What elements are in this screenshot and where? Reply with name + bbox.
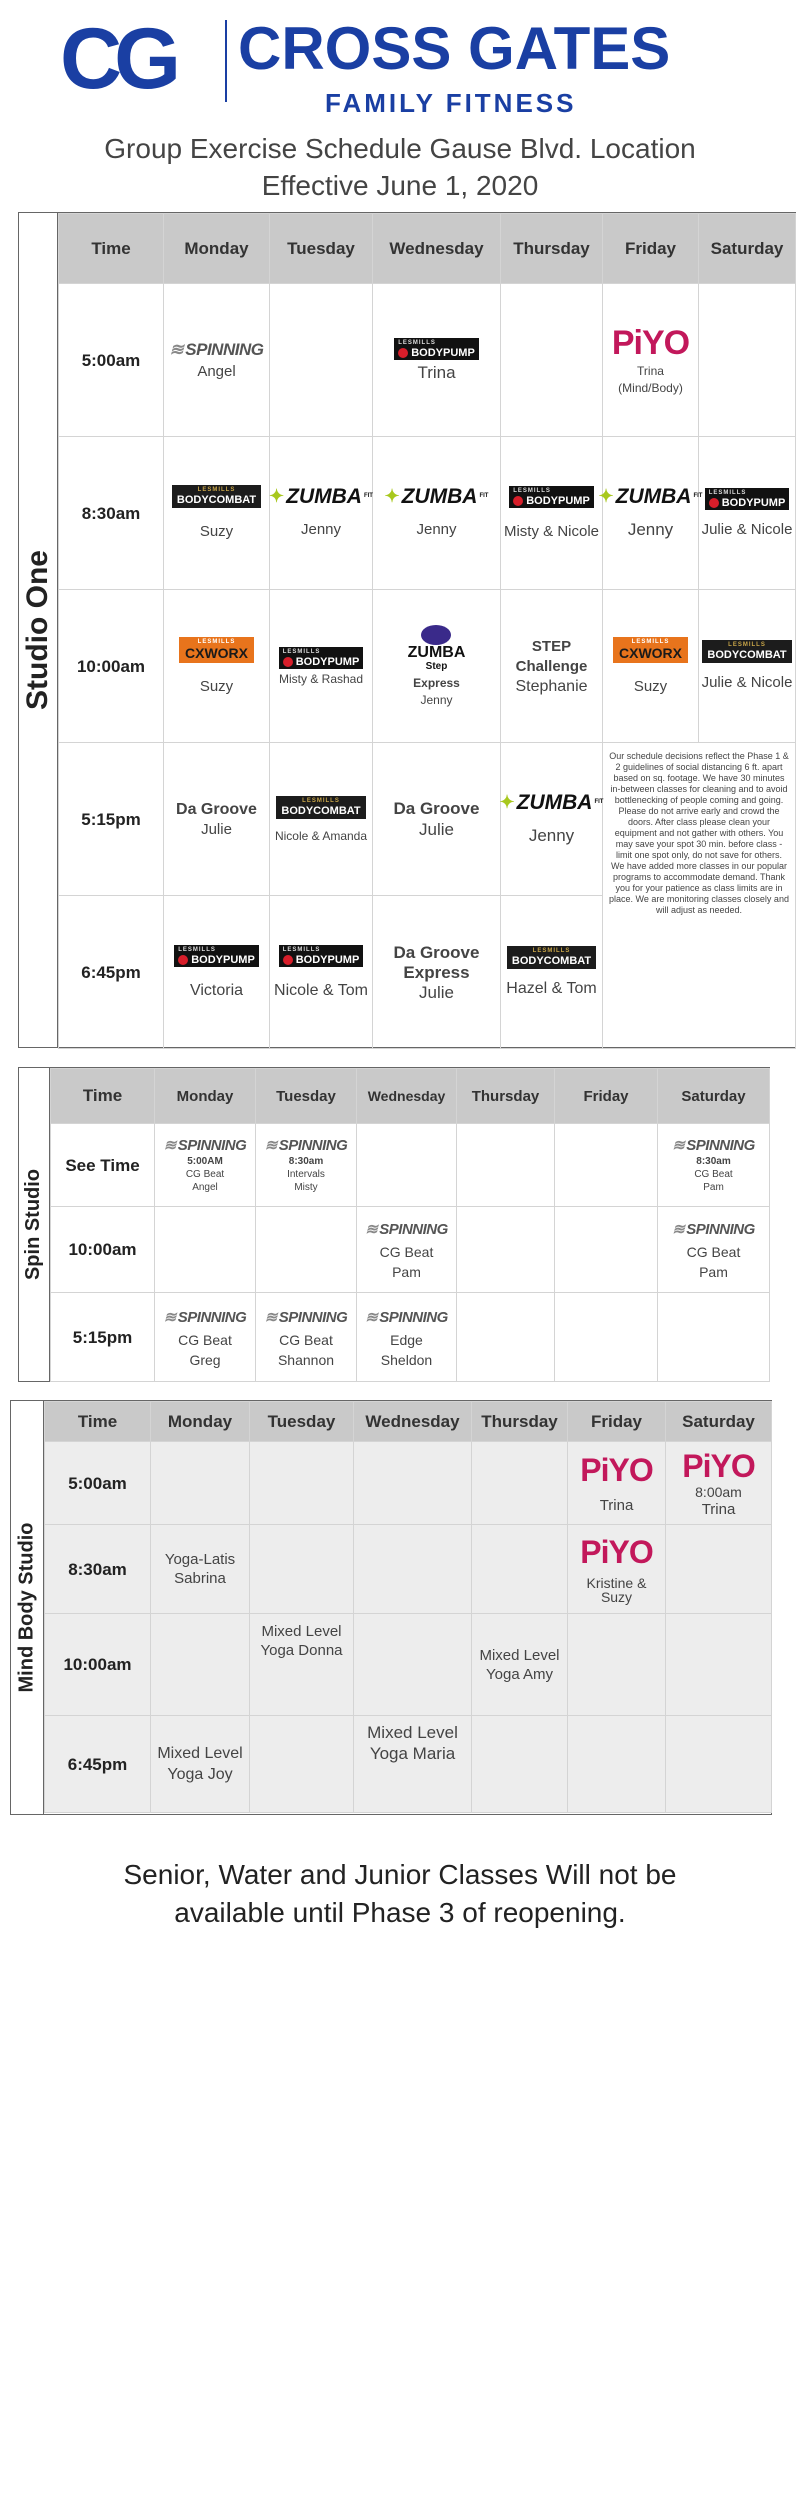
- effective-date: Effective June 1, 2020: [261, 170, 539, 201]
- class-cell: [164, 743, 270, 896]
- class-cell: [354, 1716, 472, 1813]
- table-row: [45, 1525, 772, 1614]
- class-cell: [658, 1207, 770, 1293]
- spinning-logo: ≋ SPINNING: [672, 1137, 755, 1154]
- class-cell: [270, 437, 373, 590]
- schedule-title: Group Exercise Schedule Gause Blvd. Location: [104, 133, 696, 164]
- class-time: 8:30am: [696, 1156, 731, 1167]
- header-thursday: Thursday: [501, 214, 603, 284]
- header-time: Time: [59, 214, 164, 284]
- bodycombat-logo: LESMILLS BODYCOMBAT: [507, 946, 596, 969]
- class-name: Express: [413, 676, 460, 690]
- instructor: Julie: [201, 820, 232, 838]
- instructor: Mixed Level Yoga Maria: [367, 1723, 458, 1763]
- instructor: Trina: [637, 364, 664, 378]
- bodypump-logo: LESMILLS BODYPUMP: [394, 338, 479, 360]
- class-cell: [155, 1293, 256, 1382]
- instructor: Kristine & Suzy: [586, 1575, 647, 1605]
- spinning-logo: ≋ SPINNING: [365, 1308, 448, 1326]
- class-note: (Mind/Body): [618, 381, 683, 395]
- instructor: Julie: [419, 982, 454, 1002]
- class-time: 5:00AM: [187, 1156, 223, 1167]
- footer-line-1: Senior, Water and Junior Classes Will not be: [123, 1859, 677, 1890]
- class-cell: [603, 284, 699, 437]
- empty-cell: [555, 1207, 658, 1293]
- class-name: CG Beat: [279, 1331, 333, 1348]
- time-cell: 5:15pm: [59, 743, 164, 896]
- instructor: Angel: [192, 1182, 218, 1193]
- header-tuesday: Tuesday: [250, 1402, 354, 1442]
- time-cell: 6:45pm: [45, 1716, 151, 1813]
- class-name: CG Beat: [379, 1244, 434, 1260]
- spinning-logo: ≋ SPINNING: [163, 1308, 247, 1326]
- instructor: Jenny: [627, 520, 674, 539]
- empty-cell: [256, 1207, 357, 1293]
- class-cell: [164, 590, 270, 743]
- instructor: Misty: [294, 1182, 318, 1193]
- spinning-logo: ≋ SPINNING: [163, 1137, 247, 1154]
- class-cell: [357, 1293, 457, 1382]
- instructor: Julie & Nicole: [701, 674, 793, 691]
- zumba-logo: ✦ ZUMBA FIT: [269, 485, 373, 508]
- time-cell: 6:45pm: [59, 896, 164, 1049]
- instructor: Suzy: [199, 677, 234, 695]
- time-cell: 5:00am: [45, 1442, 151, 1525]
- header-time: Time: [51, 1069, 155, 1124]
- class-cell: [501, 590, 603, 743]
- empty-cell: [568, 1716, 666, 1813]
- instructor: Jenny: [416, 521, 457, 538]
- class-name: CG Beat: [694, 1169, 733, 1180]
- class-name: Express: [403, 962, 470, 982]
- class-cell: [501, 437, 603, 590]
- class-cell: [568, 1442, 666, 1525]
- class-cell: [151, 1525, 250, 1614]
- header-saturday: Saturday: [699, 214, 796, 284]
- piyo-logo: PiYO: [682, 1447, 755, 1484]
- instructor: Julie: [419, 820, 454, 839]
- empty-cell: [568, 1614, 666, 1716]
- page-header: [0, 0, 800, 215]
- header-tuesday: Tuesday: [270, 214, 373, 284]
- table-row: [59, 437, 796, 590]
- header-saturday: Saturday: [666, 1402, 772, 1442]
- class-cell: [472, 1614, 568, 1716]
- instructor: Pam: [392, 1264, 421, 1280]
- instructor: Jenny: [528, 826, 575, 845]
- time-cell: 8:30am: [59, 437, 164, 590]
- bodycombat-logo: LESMILLS BODYCOMBAT: [276, 796, 365, 819]
- table-row: [45, 1614, 772, 1716]
- instructor: Suzy: [199, 523, 234, 540]
- class-cell: [373, 743, 501, 896]
- empty-cell: [250, 1525, 354, 1614]
- class-cell: [373, 896, 501, 1049]
- instructor: Misty & Nicole: [503, 522, 600, 540]
- class-name: Da Groove: [176, 800, 257, 818]
- bodypump-logo: LESMILLS BODYPUMP: [509, 486, 594, 508]
- empty-cell: [666, 1716, 772, 1813]
- spinning-logo: ≋ SPINNING: [672, 1221, 755, 1238]
- spinning-logo: ≋ SPINNING: [365, 1221, 448, 1238]
- class-cell: [373, 284, 501, 437]
- empty-cell: [555, 1293, 658, 1382]
- header-monday: Monday: [151, 1402, 250, 1442]
- spin-studio-block: [18, 1067, 770, 1382]
- class-cell: [501, 896, 603, 1049]
- empty-cell: [250, 1442, 354, 1525]
- mind-body-block: [10, 1400, 772, 1815]
- instructor: Mixed Level Yoga Amy: [479, 1646, 560, 1683]
- logo-name: CROSS GATES: [238, 15, 671, 82]
- piyo-logo: PiYO: [580, 1451, 653, 1488]
- instructor: Stephanie: [515, 677, 588, 695]
- studio-one-table: [58, 213, 796, 1049]
- instructor: Shannon: [277, 1351, 335, 1368]
- table-row: [45, 1716, 772, 1813]
- bodypump-logo: LESMILLS BODYPUMP: [279, 647, 364, 669]
- empty-cell: [472, 1442, 568, 1525]
- instructor: Nicole & Amanda: [274, 828, 368, 843]
- class-cell: [603, 590, 699, 743]
- header-wednesday: Wednesday: [373, 214, 501, 284]
- covid-notice: Our schedule decisions reflect the Phase 1 & 2 guidelines of social distancing 6 ft. apart based on sq. footage. We have 30 minutes in-between classes for cleaning and to avoid bottlenecking of people coming and going. Please do not arrive early and crowd the doors. After class please clean your equipment and not gather with others. You may save your spot 30 min. before class - limit one spot only, do not save for others. We have added more classes in our popular programs to accommodate demand. Thank you for your patience as class limits are in place. We are monitoring classes closely and will adjust as needed.: [603, 743, 796, 1049]
- class-name: CG Beat: [686, 1244, 741, 1260]
- class-cell: [568, 1525, 666, 1614]
- empty-cell: [666, 1525, 772, 1614]
- instructor: Trina: [701, 1500, 736, 1518]
- instructor: Victoria: [189, 981, 244, 999]
- class-cell: [666, 1442, 772, 1525]
- empty-cell: [501, 284, 603, 437]
- spinning-logo: ≋ SPINNING: [169, 339, 264, 359]
- class-cell: [357, 1207, 457, 1293]
- header-friday: Friday: [568, 1402, 666, 1442]
- empty-cell: [658, 1293, 770, 1382]
- empty-cell: [354, 1442, 472, 1525]
- class-name: CG Beat: [185, 1169, 225, 1180]
- empty-cell: [151, 1442, 250, 1525]
- time-cell: 10:00am: [59, 590, 164, 743]
- class-cell: [270, 743, 373, 896]
- table-row: [51, 1207, 770, 1293]
- header-saturday: Saturday: [658, 1069, 770, 1124]
- header-thursday: Thursday: [472, 1402, 568, 1442]
- class-cell: [270, 896, 373, 1049]
- time-cell: See Time: [51, 1124, 155, 1207]
- instructor: Mixed Level Yoga Donna: [260, 1623, 343, 1659]
- class-cell: [270, 590, 373, 743]
- mind-body-label: Mind Body Studio: [11, 1401, 44, 1814]
- empty-cell: [457, 1207, 555, 1293]
- header-wednesday: Wednesday: [354, 1402, 472, 1442]
- zumba-logo: ✦ ZUMBA FIT: [499, 791, 604, 814]
- bodypump-logo: LESMILLS BODYPUMP: [705, 488, 790, 510]
- instructor: Mixed Level Yoga Joy: [157, 1745, 243, 1783]
- bodycombat-logo: LESMILLS BODYCOMBAT: [172, 485, 261, 508]
- class-cell: [164, 437, 270, 590]
- instructor: Nicole & Tom: [274, 981, 368, 999]
- empty-cell: [472, 1525, 568, 1614]
- time-cell: 10:00am: [45, 1614, 151, 1716]
- class-cell: [658, 1124, 770, 1207]
- empty-cell: [666, 1614, 772, 1716]
- class-time: 8:30am: [288, 1156, 324, 1167]
- empty-cell: [250, 1716, 354, 1813]
- empty-cell: [357, 1124, 457, 1207]
- class-time: 8:00am: [695, 1483, 742, 1500]
- header-thursday: Thursday: [457, 1069, 555, 1124]
- empty-cell: [354, 1525, 472, 1614]
- zumba-step-logo: ZUMBA Step: [408, 625, 466, 673]
- instructor: Pam: [699, 1264, 728, 1280]
- class-name: Da Groove: [393, 799, 480, 818]
- time-cell: 8:30am: [45, 1525, 151, 1614]
- instructor: Yoga-Latis Sabrina: [164, 1551, 236, 1587]
- header-time: Time: [45, 1402, 151, 1442]
- footer-line-2: available until Phase 3 of reopening.: [174, 1897, 626, 1928]
- studio-one-label: Studio One: [19, 213, 58, 1047]
- class-name: Challenge: [515, 657, 588, 675]
- class-cell: [155, 1124, 256, 1207]
- logo-initials: CG: [60, 11, 173, 107]
- class-cell: [598, 437, 703, 590]
- table-row: [59, 743, 796, 896]
- table-row: [51, 1293, 770, 1382]
- instructor: Suzy: [633, 677, 668, 695]
- logo-divider: [225, 20, 227, 102]
- empty-cell: [354, 1614, 472, 1716]
- table-row: [51, 1124, 770, 1207]
- instructor: Greg: [189, 1351, 221, 1368]
- spinning-logo: ≋ SPINNING: [264, 1308, 348, 1326]
- cxworx-logo: LESMILLS CXWORX: [613, 637, 688, 663]
- class-name: STEP: [531, 637, 572, 655]
- class-cell: [699, 437, 796, 590]
- empty-cell: [472, 1716, 568, 1813]
- class-cell: [151, 1716, 250, 1813]
- time-cell: 10:00am: [51, 1207, 155, 1293]
- instructor: Jenny: [420, 693, 453, 707]
- class-cell: [256, 1293, 357, 1382]
- empty-cell: [270, 284, 373, 437]
- instructor: Angel: [197, 362, 236, 380]
- empty-cell: [151, 1614, 250, 1716]
- class-cell: [699, 590, 796, 743]
- class-cell: [501, 743, 603, 896]
- instructor: Julie & Nicole: [701, 520, 793, 538]
- bodypump-logo: LESMILLS BODYPUMP: [174, 945, 259, 967]
- spin-studio-label: Spin Studio: [19, 1068, 50, 1381]
- class-name: Edge: [390, 1331, 423, 1348]
- zumba-logo: ✦ ZUMBA FIT: [384, 485, 489, 508]
- header-friday: Friday: [603, 214, 699, 284]
- empty-cell: [457, 1124, 555, 1207]
- piyo-logo: PiYO: [580, 1534, 653, 1570]
- cxworx-logo: LESMILLS CXWORX: [179, 637, 254, 663]
- instructor: Hazel & Tom: [506, 980, 597, 997]
- time-cell: 5:15pm: [51, 1293, 155, 1382]
- class-name: Da Groove: [393, 942, 480, 962]
- mind-body-table: [44, 1401, 772, 1813]
- instructor: Misty & Rashad: [278, 671, 364, 686]
- class-name: Intervals: [287, 1169, 325, 1180]
- class-cell: [164, 284, 270, 437]
- instructor: Sheldon: [380, 1351, 433, 1368]
- footer-notice: [0, 1856, 800, 1932]
- table-row: [45, 1442, 772, 1525]
- class-cell: [250, 1614, 354, 1716]
- class-cell: [164, 896, 270, 1049]
- class-cell: [373, 437, 501, 590]
- table-row: [59, 284, 796, 437]
- class-name: CG Beat: [178, 1331, 232, 1348]
- header-friday: Friday: [555, 1069, 658, 1124]
- header-monday: Monday: [155, 1069, 256, 1124]
- logo-subtitle: FAMILY FITNESS: [325, 88, 577, 118]
- empty-cell: [155, 1207, 256, 1293]
- piyo-logo: PiYO: [611, 324, 690, 362]
- empty-cell: [555, 1124, 658, 1207]
- instructor: Trina: [599, 1496, 634, 1514]
- instructor: Pam: [703, 1182, 724, 1193]
- table-row: [59, 590, 796, 743]
- studio-one-block: [18, 212, 796, 1048]
- header-wednesday: Wednesday: [357, 1069, 457, 1124]
- class-cell: [373, 590, 501, 743]
- class-cell: [256, 1124, 357, 1207]
- instructor: Jenny: [300, 521, 342, 538]
- spinning-logo: ≋ SPINNING: [264, 1137, 348, 1154]
- header-tuesday: Tuesday: [256, 1069, 357, 1124]
- spin-studio-table: [50, 1068, 770, 1382]
- time-cell: 5:00am: [59, 284, 164, 437]
- empty-cell: [699, 284, 796, 437]
- empty-cell: [457, 1293, 555, 1382]
- bodycombat-logo: LESMILLS BODYCOMBAT: [702, 640, 791, 663]
- instructor: Trina: [417, 363, 456, 382]
- header-monday: Monday: [164, 214, 270, 284]
- zumba-logo: ✦ ZUMBA FIT: [598, 485, 703, 508]
- bodypump-logo: LESMILLS BODYPUMP: [279, 945, 364, 967]
